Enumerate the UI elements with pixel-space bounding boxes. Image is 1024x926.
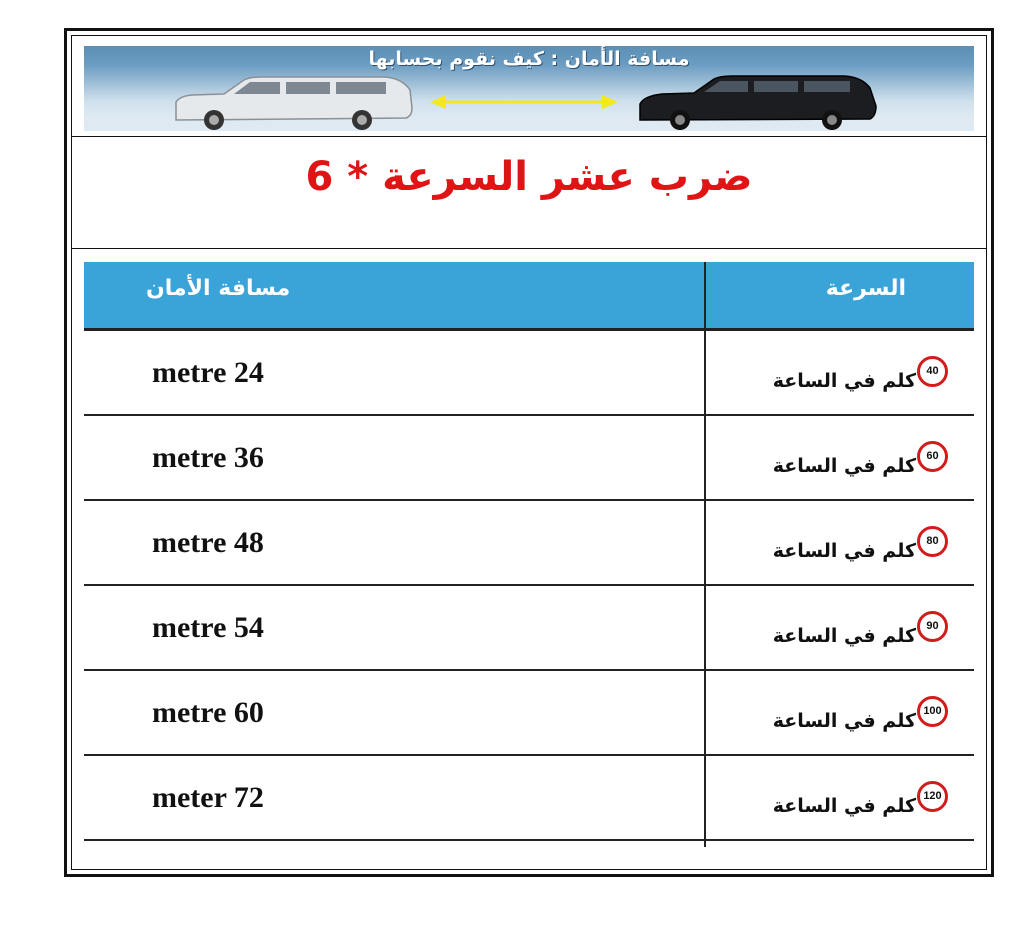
table-row (84, 671, 974, 756)
distance-value: metre 60 (152, 696, 264, 729)
banner-image (84, 46, 974, 131)
speed-limit-sign-icon: 60 (917, 441, 948, 472)
speed-limit-sign-icon: 100 (917, 696, 948, 727)
speed-unit-label: كلم في الساعة (772, 795, 916, 817)
column-divider (704, 416, 706, 502)
column-divider (704, 671, 706, 757)
document-frame (64, 28, 994, 877)
distance-value: metre 48 (152, 526, 264, 559)
column-divider (704, 262, 706, 331)
table-row (84, 501, 974, 586)
speed-cell (773, 604, 948, 654)
speed-cell (773, 519, 948, 569)
speed-cell (773, 349, 948, 399)
column-divider (704, 586, 706, 672)
column-divider (704, 756, 706, 847)
table-row (84, 331, 974, 416)
speed-unit-label: كلم في الساعة (772, 625, 916, 647)
double-arrow-icon (430, 95, 618, 109)
document-inner-frame (71, 35, 987, 870)
distance-value: metre 54 (152, 611, 264, 644)
speed-cell (773, 689, 948, 739)
speed-unit-label: كلم في الساعة (772, 540, 916, 562)
formula-heading: ضرب عشر السرعة * 6 (305, 154, 753, 200)
table-row (84, 416, 974, 501)
speed-limit-sign-icon: 120 (917, 781, 948, 812)
table-row (84, 756, 974, 841)
table-header (84, 262, 974, 331)
speed-cell (773, 774, 948, 824)
speed-limit-sign-icon: 40 (917, 356, 948, 387)
speed-unit-label: كلم في الساعة (772, 710, 916, 732)
safety-distance-table (84, 262, 974, 841)
header-distance: مسافة الأمان (146, 276, 291, 301)
column-divider (704, 501, 706, 587)
speed-cell (773, 434, 948, 484)
distance-value: metre 36 (152, 441, 264, 474)
speed-limit-sign-icon: 80 (917, 526, 948, 557)
speed-limit-sign-icon: 90 (917, 611, 948, 642)
table-row (84, 586, 974, 671)
divider (72, 248, 986, 249)
banner-title: مسافة الأمان : كيف نقوم بحسابها (368, 48, 690, 70)
column-divider (704, 331, 706, 417)
distance-value: meter 72 (152, 781, 264, 814)
header-speed: السرعة (825, 276, 906, 301)
speed-unit-label: كلم في الساعة (772, 455, 916, 477)
divider (72, 136, 986, 137)
speed-unit-label: كلم في الساعة (772, 370, 916, 392)
table-body (84, 331, 974, 841)
distance-value: metre 24 (152, 356, 264, 389)
